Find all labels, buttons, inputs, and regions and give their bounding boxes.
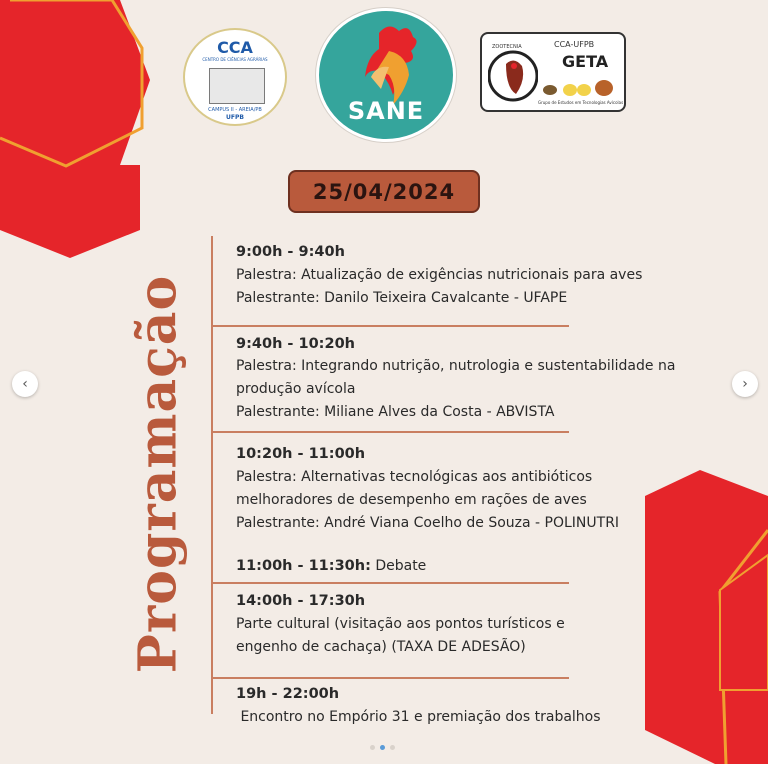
cca-logo-subtitle: CENTRO DE CIÊNCIAS AGRÁRIAS bbox=[202, 57, 268, 62]
schedule-time: 14:00h - 17:30h bbox=[236, 593, 366, 609]
cca-logo-university: UFPB bbox=[226, 114, 244, 121]
timeline-vertical-line bbox=[211, 236, 213, 714]
schedule-line: melhoradores de desempenho em rações de aves bbox=[236, 492, 587, 508]
schedule-time: 9:40h - 10:20h bbox=[236, 336, 355, 352]
building-icon bbox=[209, 68, 265, 104]
next-slide-button[interactable] bbox=[732, 371, 758, 397]
carousel-dot[interactable] bbox=[380, 745, 385, 750]
programacao-heading: Programação bbox=[127, 274, 189, 674]
chevron-right-icon: › bbox=[742, 376, 748, 392]
sane-logo-text: SANE bbox=[347, 97, 425, 125]
timeline-divider bbox=[211, 431, 569, 433]
schedule-debate bbox=[236, 558, 426, 574]
schedule-line: Palestra: Atualização de exigências nutricionais para aves bbox=[236, 267, 643, 283]
schedule-line: Palestra: Integrando nutrição, nutrologia e sustentabilidade na bbox=[236, 358, 676, 374]
chevron-left-icon: ‹ bbox=[22, 376, 28, 392]
timeline-divider bbox=[211, 582, 569, 584]
schedule-line: Debate bbox=[375, 558, 427, 574]
schedule-line: Encontro no Empório 31 e premiação dos trabalhos bbox=[236, 709, 601, 725]
carousel-dot[interactable] bbox=[370, 745, 375, 750]
carousel-dot[interactable] bbox=[390, 745, 395, 750]
cca-logo-campus: CAMPUS II - AREIA/PB bbox=[208, 107, 262, 113]
schedule-line: Palestra: Alternativas tecnológicas aos antibióticos bbox=[236, 469, 593, 485]
geta-zootecnia: ZOOTECNIA bbox=[492, 44, 522, 50]
timeline-divider bbox=[211, 325, 569, 327]
geta-org: CCA-UFPB bbox=[554, 40, 595, 49]
rooster-badge-icon bbox=[488, 44, 538, 106]
prev-slide-button[interactable] bbox=[12, 371, 38, 397]
schedule-time: 11:00h - 11:30h: bbox=[236, 558, 371, 574]
schedule-line: engenho de cachaça) (TAXA DE ADESÃO) bbox=[236, 639, 526, 655]
schedule-line: Parte cultural (visitação aos pontos turísticos e bbox=[236, 616, 565, 632]
geta-tagline: Grupo de Estudos em Tecnologias Avícolas bbox=[538, 100, 624, 105]
schedule-time: 10:20h - 11:00h bbox=[236, 446, 366, 462]
schedule-line: Palestrante: André Viana Coelho de Souza - POLINUTRI bbox=[236, 515, 620, 531]
cca-logo-title: CCA bbox=[217, 38, 253, 57]
geta-logo bbox=[480, 32, 626, 112]
chicks-icon bbox=[540, 74, 620, 98]
sane-logo bbox=[316, 8, 456, 142]
cca-logo bbox=[183, 28, 287, 126]
geta-name: GETA bbox=[562, 52, 609, 71]
carousel-dots bbox=[370, 745, 395, 750]
schedule-time: 9:00h - 9:40h bbox=[236, 244, 345, 260]
schedule-line: Palestrante: Miliane Alves da Costa - ABVISTA bbox=[236, 404, 555, 420]
timeline-divider bbox=[211, 677, 569, 679]
event-date: 25/04/2024 bbox=[288, 170, 480, 213]
schedule-time: 19h - 22:00h bbox=[236, 686, 340, 702]
schedule-line: Palestrante: Danilo Teixeira Cavalcante - UFAPE bbox=[236, 290, 568, 306]
schedule-line: produção avícola bbox=[236, 381, 356, 397]
